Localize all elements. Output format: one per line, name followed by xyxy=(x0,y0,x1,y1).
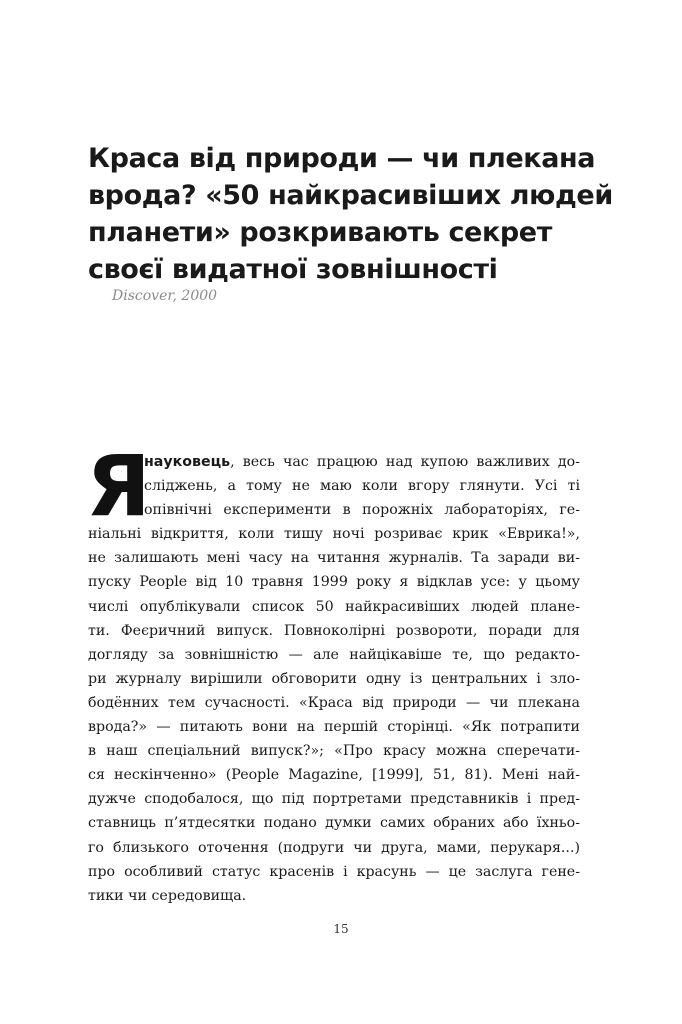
chapter-title-line: Краса від природи — чи плекана xyxy=(88,143,596,174)
paragraph-line xyxy=(88,450,580,474)
body-paragraph xyxy=(86,437,580,908)
paragraph-line: пуску People від 10 травня 1999 року я відклав усе: у цьому xyxy=(88,574,580,591)
paragraph-line: ти. Феєричний випуск. Повноколірні розвороти, поради для xyxy=(88,622,580,639)
chapter-title-line: своєї видатної зовнішності xyxy=(88,254,498,285)
paragraph-line: в наш спеціальний випуск?»; «Про красу можна сперечати- xyxy=(88,743,580,760)
paragraph-line: ри журналу вирішили обговорити одну із центральних і зло- xyxy=(88,670,580,687)
paragraph-line: про особливий статус красенів і красунь — це заслуга гене- xyxy=(88,863,580,880)
lead-word: науковець xyxy=(144,454,231,470)
paragraph-line: тики чи середовища. xyxy=(88,887,247,904)
chapter-title-line: врода? «50 найкрасивіших людей xyxy=(88,180,613,211)
paragraph-line: не залишають мені часу на читання журналів. Та заради ви- xyxy=(88,550,580,567)
paragraph-line: сліджень, а тому не маю коли вгору глянути. Усі ті xyxy=(144,478,580,495)
paragraph-line: врода?» — питають вони на першій сторінці. «Як потрапити xyxy=(88,719,580,736)
paragraph-line: бодённих тем сучасності. «Краса від природи — чи плекана xyxy=(88,694,580,711)
paragraph-line: опівнічні експерименти в порожніх лабораторіях, ге- xyxy=(144,502,580,519)
drop-cap: Я xyxy=(86,437,151,535)
paragraph-line: дужче сподобалося, що під портретами представників і пред- xyxy=(88,791,580,808)
paragraph-line: го близького оточення (подруги чи друга, мами, перукаря...) xyxy=(88,839,580,856)
page-number: 15 xyxy=(333,922,349,936)
chapter-title xyxy=(88,140,613,288)
paragraph-line: догляду за зовнішністю — але найцікавіше те, що редакто- xyxy=(88,646,580,663)
paragraph-line: ніальні відкриття, коли тишу ночі розриває крик «Еврика!», xyxy=(88,526,580,543)
chapter-title-line: планети» розкривають секрет xyxy=(88,217,552,248)
paragraph-line-text: , весь час працюю над купою важливих до- xyxy=(230,454,580,470)
paragraph-line: ставниць п’ятдесятки подано думки самих обраних або їхньо- xyxy=(88,815,580,832)
epigraph-source: Discover, 2000 xyxy=(112,288,218,304)
paragraph-line: ся нескінченно» (People Magazine, [1999], 51, 81). Мені най- xyxy=(88,767,580,784)
paragraph-line: числі опублікували список 50 найкрасивіших людей плане- xyxy=(88,598,580,615)
